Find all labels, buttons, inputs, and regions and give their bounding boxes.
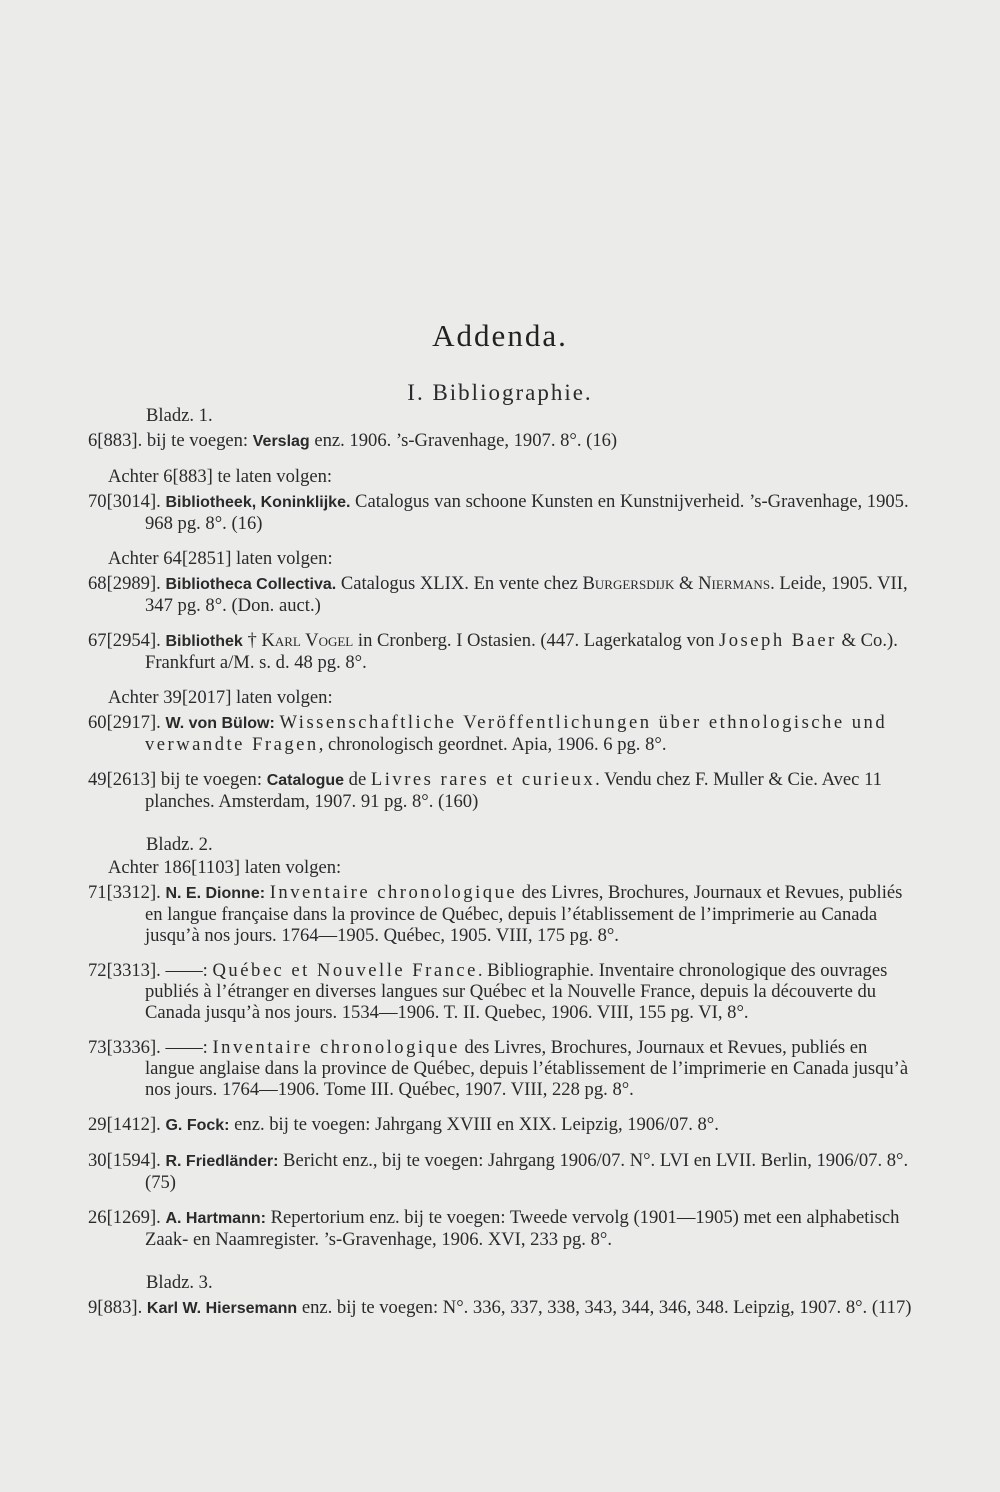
entry-author-title: R. Friedländer: xyxy=(165,1153,279,1170)
entry-text: ——: xyxy=(160,960,213,981)
entry-text: Catalogus van schoone Kunsten en Kunstnijverheid. ’s-Gravenhage, 1905. 968 pg. 8°. (16) xyxy=(145,491,909,534)
addenda-entries xyxy=(88,405,918,1319)
page-reference: Bladz. 2. xyxy=(146,834,213,855)
entry-number: 30[1594]. xyxy=(88,1150,161,1171)
catalog-entry xyxy=(88,769,918,812)
entry-text: ——: xyxy=(160,1037,213,1058)
entry-text: , chronologisch geordnet. Apia, 1906. 6 pg. 8°. xyxy=(318,734,667,755)
entry-text: bij te voegen: xyxy=(142,430,253,451)
entry-text: Bericht enz., bij te voegen: Jahrgang 1906/07. N°. LVI en LVII. Berlin, 1906/07. 8°. (75) xyxy=(145,1150,909,1193)
entry-number: 9[883]. xyxy=(88,1297,143,1318)
entry-number: 73[3336]. xyxy=(88,1037,161,1058)
entry-number: 68[2989]. xyxy=(88,573,161,594)
entry-text: Catalogus XLIX. En vente chez xyxy=(336,573,583,594)
catalog-entry xyxy=(88,960,918,1023)
entry-text: enz. 1906. ’s-Gravenhage, 1907. 8°. (16) xyxy=(309,430,618,451)
entry-number: 60[2917]. xyxy=(88,712,161,733)
entry-number: 70[3014]. xyxy=(88,491,161,512)
entry-text: enz. bij te voegen: Jahrgang XVIII en XIX. Leipzig, 1906/07. 8°. xyxy=(229,1114,719,1135)
entry-number: 72[3313]. xyxy=(88,960,161,981)
catalog-entry xyxy=(88,1207,918,1250)
insert-instruction: Achter 6[883] te laten volgen: xyxy=(108,466,333,487)
insert-instruction: Achter 186[1103] laten volgen: xyxy=(108,857,342,878)
entry-text: . Leide, 1905. VII, 347 pg. 8°. (Don. auct.) xyxy=(145,573,908,616)
entry-text: des Livres, Brochures, Journaux et Revues, publiés en langue française dans la province de Québec, depuis l’établissement de l’imprimerie au Canada jusqu’à nos jours. 1764—1905. Québec, 1905. VIII, 175 pg. 8°. xyxy=(145,882,903,946)
insert-instruction: Achter 64[2851] laten volgen: xyxy=(108,548,333,569)
entry-author-title: A. Hartmann: xyxy=(165,1210,266,1227)
catalog-entry xyxy=(88,1297,918,1319)
catalog-entry xyxy=(88,882,918,946)
entry-number: 71[3312]. xyxy=(88,882,161,903)
catalog-entry xyxy=(88,430,918,452)
section-heading: I. Bibliographie. xyxy=(407,380,593,405)
catalog-entry xyxy=(88,1114,918,1136)
entry-author-title: N. E. Dionne: xyxy=(165,885,266,902)
entry-text: in Cronberg. I Ostasien. (447. Lagerkatalog von xyxy=(353,630,720,651)
catalog-entry xyxy=(88,1037,918,1100)
entry-text: bij te voegen: xyxy=(156,769,267,790)
spaced-title: Inventaire chronologique xyxy=(269,882,518,903)
entry-text: . Vendu chez F. Muller & Cie. Avec 11 planches. Amsterdam, 1907. 91 pg. 8°. (160) xyxy=(145,769,882,812)
catalog-entry xyxy=(88,630,918,673)
spaced-title: Wissenschaftliche Veröffentlichungen über ethnologische und verwandte Fragen xyxy=(145,712,888,755)
entry-text: . Bibliographie. Inventaire chronologique des ouvrages publiés à l’étranger en diverses langues sur Québec et la Nouvelle France, depuis la découverte du Canada jusqu’à nos jours. 1534—1906. T. II. Quebec, 1906. VIII, 155 pg. VI, 8°. xyxy=(145,960,888,1023)
catalog-entry xyxy=(88,712,918,755)
entry-author-title: Bibliotheek, Koninklijke. xyxy=(165,494,351,511)
entry-author-title: W. von Bülow: xyxy=(165,715,275,732)
small-caps-name: Karl Vogel xyxy=(261,630,354,651)
spaced-title: Inventaire chronologique xyxy=(212,1037,460,1058)
show-through-text xyxy=(0,70,1000,82)
entry-number: 6[883]. xyxy=(88,430,143,451)
catalog-entry xyxy=(88,491,918,534)
page-title: Addenda. xyxy=(432,318,568,353)
insert-instruction: Achter 39[2017] laten volgen: xyxy=(108,687,333,708)
small-caps-name: Burgersdijk & Niermans xyxy=(582,573,771,594)
catalog-entry xyxy=(88,573,918,616)
entry-text: & Co.). Frankfurt a/M. s. d. 48 pg. 8°. xyxy=(145,630,898,673)
entry-number: 67[2954]. xyxy=(88,630,161,651)
entry-author-title: Verslag xyxy=(252,433,310,450)
page-reference: Bladz. 1. xyxy=(146,405,213,426)
catalog-entry xyxy=(88,1150,918,1193)
entry-text: † xyxy=(242,630,262,651)
page-reference: Bladz. 3. xyxy=(146,1272,213,1293)
entry-number: 49[2613] xyxy=(88,769,157,790)
spaced-title: Livres rares et curieux xyxy=(370,769,596,790)
entry-author-title: Karl W. Hiersemann xyxy=(146,1300,298,1317)
entry-author-title: Bibliotheca Collectiva. xyxy=(165,576,337,593)
entry-text: des Livres, Brochures, Journaux et Revues, publiés en langue anglaise dans la province de Québec, depuis l’établissement de l’imprimerie en Canada jusqu’à nos jours. 1764—1906. Tome III. Québec, 1907. VIII, 228 pg. 8°. xyxy=(145,1037,909,1100)
entry-text: de xyxy=(344,769,371,790)
entry-author-title: Bibliothek xyxy=(165,633,243,650)
entry-number: 29[1412]. xyxy=(88,1114,161,1135)
spaced-title: Québec et Nouvelle France xyxy=(212,960,478,981)
spaced-title: Joseph Baer xyxy=(719,630,837,651)
entry-number: 26[1269]. xyxy=(88,1207,161,1228)
entry-author-title: G. Fock: xyxy=(165,1117,230,1134)
entry-text: enz. bij te voegen: N°. 336, 337, 338, 343, 344, 346, 348. Leipzig, 1907. 8°. (117) xyxy=(297,1297,912,1318)
entry-author-title: Catalogue xyxy=(266,772,345,789)
entry-text: Repertorium enz. bij te voegen: Tweede vervolg (1901—1905) met een alphabetisch Zaak- en Naamregister. ’s-Gravenhage, 1906. XVI, 233 pg. 8°. xyxy=(145,1207,900,1250)
